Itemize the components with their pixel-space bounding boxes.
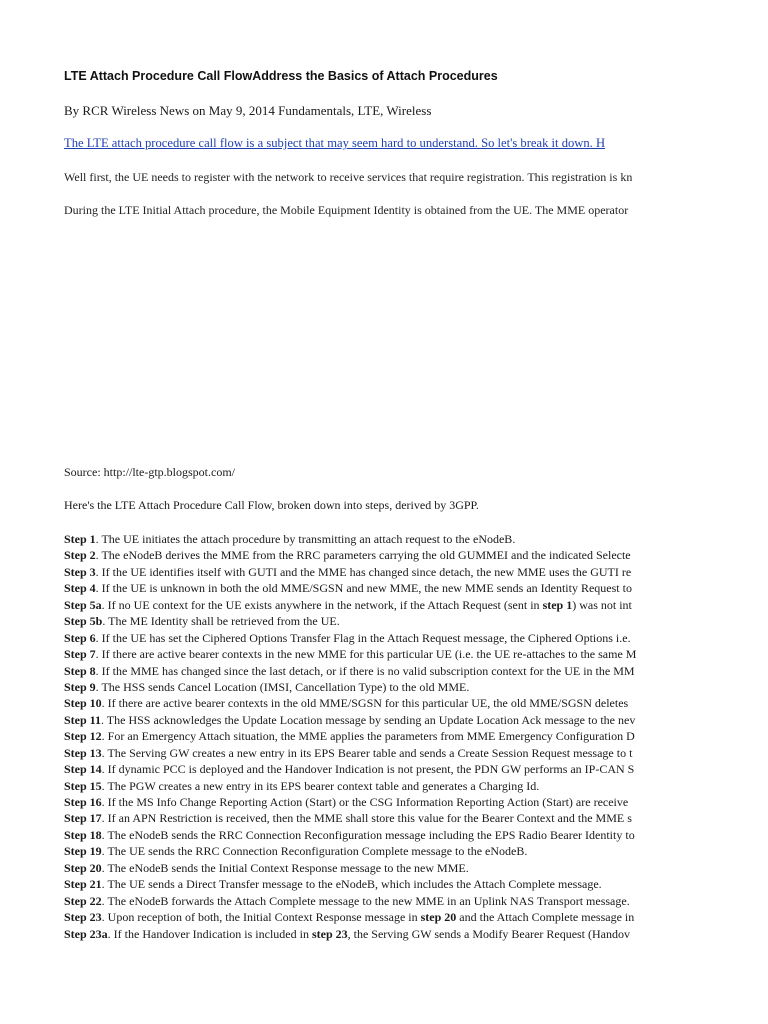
step-label: Step 8 [64,663,96,678]
step-text: . The Serving GW creates a new entry in its EPS Bearer table and sends a Create Session Request message to t [101,745,633,760]
step-label: Step 3 [64,564,96,579]
step-label: Step 17 [64,811,102,826]
step-label: Step 1 [64,532,96,546]
step-item [64,909,656,925]
step-text-continued: ) was not int [572,597,632,612]
step-text: . For an Emergency Attach situation, the MME applies the parameters from MME Emergency Configuration D [101,729,635,744]
step-item [64,597,656,613]
step-text-continued: and the Attach Complete message in [456,910,635,925]
step-label: Step 12 [64,729,102,744]
step-item [64,712,656,728]
step-reference: step 23 [311,926,348,941]
step-item [64,827,656,843]
step-item [64,613,656,629]
step-label: Step 21 [64,877,102,892]
step-text: . The UE initiates the attach procedure by transmitting an attach request to the eNodeB. [95,532,516,546]
step-text: . If dynamic PCC is deployed and the Handover Indication is not present, the PDN GW performs an IP-CAN S [101,762,635,777]
step-label: Step 23a [64,926,108,941]
step-item [64,745,656,761]
step-text: . If the Handover Indication is included in [107,926,312,941]
step-item [64,876,656,892]
step-text-continued: , the Serving GW sends a Modify Bearer Request (Handov [347,926,631,941]
paragraph-initial-attach: During the LTE Initial Attach procedure, the Mobile Equipment Identity is obtained from the UE. The MME operator [64,203,629,217]
step-label: Step 20 [64,860,102,875]
step-text: . If no UE context for the UE exists anywhere in the network, if the Attach Request (sent in [101,597,543,612]
step-text: . If an APN Restriction is received, then the MME shall store this value for the Bearer Context and the MME s [101,811,632,826]
step-item [64,761,656,777]
step-item [64,926,656,942]
step-item [64,728,656,744]
step-text: . If the UE has set the Ciphered Options Transfer Flag in the Attach Request message, the Ciphered Options i.e. [95,630,631,645]
step-item [64,794,656,810]
step-label: Step 23 [64,910,102,925]
step-text: . If the UE is unknown in both the old MME/SGSN and new MME, the new MME sends an Identity Request to [95,581,632,596]
step-label: Step 19 [64,844,102,859]
call-flow-intro: Here's the LTE Attach Procedure Call Flow, broken down into steps, derived by 3GPP. [64,498,479,512]
step-item [64,630,656,646]
step-text: . The UE sends the RRC Connection Reconfiguration Complete message to the eNodeB. [101,844,528,859]
step-item [64,580,656,596]
step-item [64,695,656,711]
step-item [64,663,656,679]
step-item [64,778,656,794]
steps-list [64,531,656,942]
step-item [64,843,656,859]
step-text: . The PGW creates a new entry in its EPS bearer context table and generates a Charging Id. [101,778,540,793]
step-label: Step 7 [64,647,96,662]
paragraph-registration: Well first, the UE needs to register with the network to receive services that require registration. This registration is kn [64,170,633,184]
step-label: Step 10 [64,696,102,711]
source-line: Source: http://lte-gtp.blogspot.com/ [64,465,235,479]
step-item [64,564,656,580]
step-text: . The eNodeB sends the RRC Connection Reconfiguration message including the EPS Radio Bearer Identity to [101,827,635,842]
step-label: Step 5a [64,597,102,612]
step-label: Step 4 [64,581,96,596]
step-item [64,547,656,563]
step-label: Step 9 [64,679,96,694]
article-byline: By RCR Wireless News on May 9, 2014 Fundamentals, LTE, Wireless [64,103,432,118]
step-item [64,531,656,547]
step-text: . The eNodeB sends the Initial Context Response message to the new MME. [101,860,469,875]
step-text: . The HSS acknowledges the Update Location message by sending an Update Location Ack message to the nev [101,712,636,727]
step-label: Step 18 [64,827,102,842]
step-text: . The ME Identity shall be retrieved from the UE. [102,614,340,629]
step-reference: step 20 [420,910,457,925]
step-item [64,860,656,876]
step-item [64,893,656,909]
step-label: Step 5b [64,614,103,629]
step-text: . The eNodeB forwards the Attach Complete message to the new MME in an Uplink NAS Transport message. [101,893,630,908]
step-item [64,679,656,695]
step-label: Step 14 [64,762,102,777]
step-text: . The UE sends a Direct Transfer message to the eNodeB, which includes the Attach Complete message. [101,877,602,892]
step-item [64,646,656,662]
step-text: . If the MME has changed since the last detach, or if there is no valid subscription context for the UE in the MM [95,663,635,678]
step-label: Step 16 [64,795,102,809]
article-title: LTE Attach Procedure Call FlowAddress the Basics of Attach Procedures [64,69,498,83]
step-text: . If there are active bearer contexts in the old MME/SGSN for this particular UE, the old MME/SGSN deletes [101,696,629,711]
step-label: Step 11 [64,712,102,727]
step-label: Step 2 [64,548,96,563]
step-text: . If the MS Info Change Reporting Action (Start) or the CSG Information Reporting Action (Start) are receive [101,795,629,809]
step-text: . The HSS sends Cancel Location (IMSI, Cancellation Type) to the old MME. [95,679,470,694]
step-text: . The eNodeB derives the MME from the RRC parameters carrying the old GUMMEI and the indicated Selecte [95,548,631,563]
intro-link[interactable]: The LTE attach procedure call flow is a subject that may seem hard to understand. So let's break it down. H [64,136,606,150]
step-label: Step 13 [64,745,102,760]
step-text: . Upon reception of both, the Initial Context Response message in [101,910,421,925]
step-item [64,810,656,826]
step-text: . If there are active bearer contexts in the new MME for this particular UE (i.e. the UE re-attaches to the same M [95,647,637,662]
step-label: Step 22 [64,893,102,908]
step-text: . If the UE identifies itself with GUTI and the MME has changed since detach, the new MME uses the GUTI re [95,564,632,579]
step-label: Step 15 [64,778,102,793]
step-reference: step 1 [542,597,573,612]
step-label: Step 6 [64,630,96,645]
